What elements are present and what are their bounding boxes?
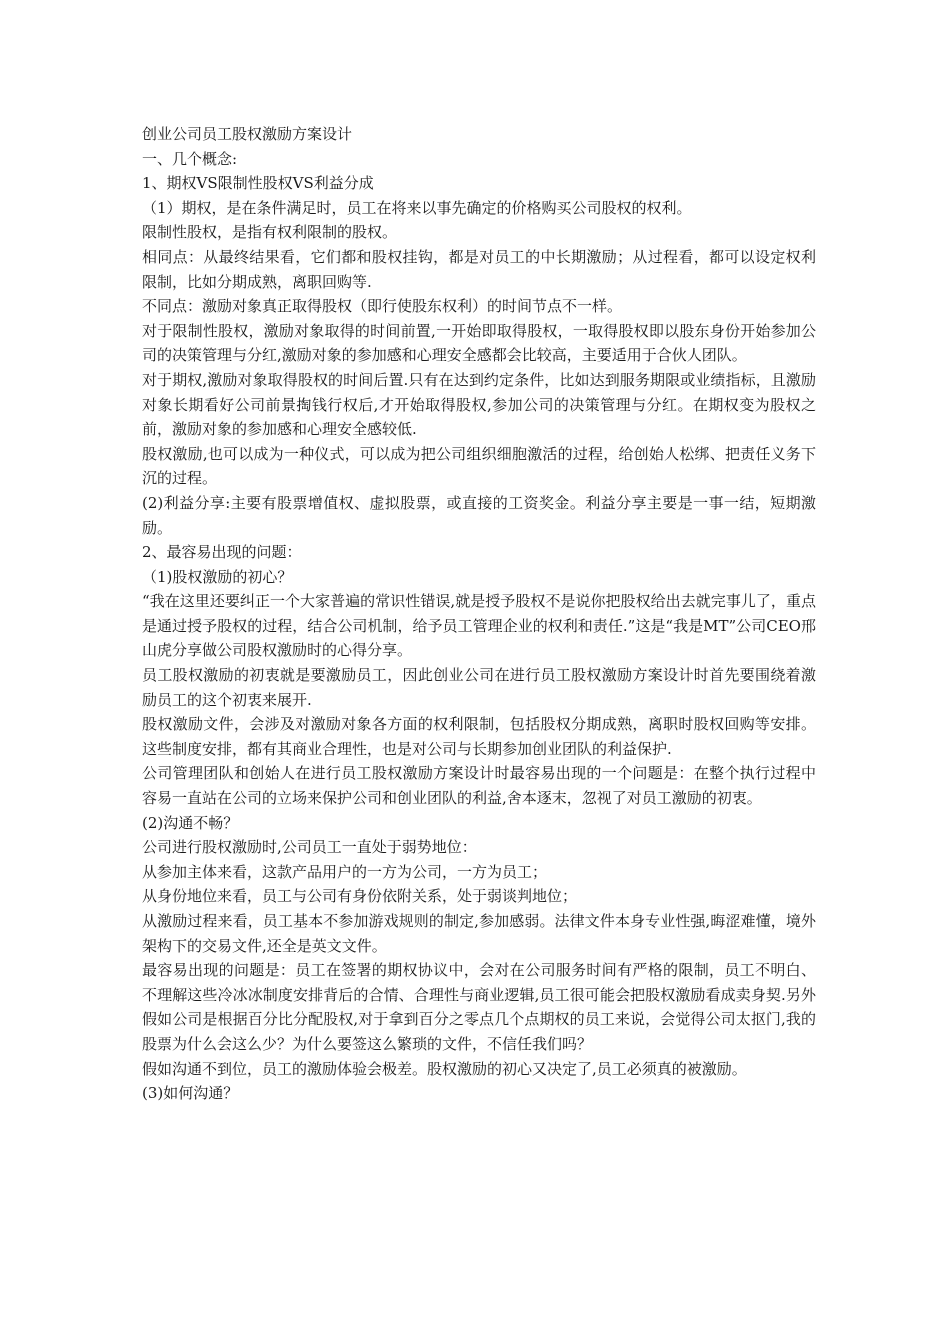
document-title: 创业公司员工股权激励方案设计 <box>142 125 353 143</box>
item-heading: (2)沟通不畅？ <box>142 813 239 832</box>
paragraph: 员工股权激励的初衷就是要激励员工，因此创业公司在进行员工股权激励方案设计时首先要围绕着激励员工的这个初衷来展开. <box>142 666 816 709</box>
quote-paragraph: “我在这里还要纠正一个大家普遍的常识性错误,就是授予股权不是说你把股权给出去就完事儿了，重点是通过授予股权的过程，结合公司机制，给予员工管理企业的权利和责任.”这是“我是MT”公司CEO邢山虎分享做公司股权激励时的心得分享。 <box>142 592 816 660</box>
paragraph: 不同点：激励对象真正取得股权（即行使股东权利）的时间节点不一样。 <box>142 297 623 316</box>
paragraph: 限制性股权，是指有权利限制的股权。 <box>142 223 398 242</box>
subsection-heading: 2、最容易出现的问题： <box>142 543 302 562</box>
paragraph: 从参加主体来看，这款产品用户的一方为公司，一方为员工； <box>142 862 548 881</box>
item-heading: （1)股权激励的初心？ <box>142 567 293 586</box>
paragraph: 最容易出现的问题是：员工在签署的期权协议中，会对在公司服务时间有严格的限制，员工不明白、不理解这些冷冰冰制度安排背后的合情、合理性与商业逻辑,员工很可能会把股权激励看成卖身契.另外假如公司是根据百分比分配股权,对于拿到百分之零点几个点期权的员工来说，会觉得公司太抠门,我的股票为什么会这么少？为什么要签这么繁琐的文件，不信任我们吗？ <box>142 961 816 1053</box>
paragraph: 对于期权,激励对象取得股权的时间后置.只有在达到约定条件，比如达到服务期限或业绩指标，且激励对象长期看好公司前景掏钱行权后,才开始取得股权,参加公司的决策管理与分红。在期权变为股权之前，激励对象的参加感和心理安全感较低. <box>142 370 816 439</box>
paragraph: 从身份地位来看，员工与公司有身份依附关系，处于弱谈判地位； <box>142 887 578 906</box>
document-body <box>142 122 816 1106</box>
paragraph: 从激励过程来看，员工基本不参加游戏规则的制定,参加感弱。法律文件本身专业性强,晦涩难懂，境外架构下的交易文件,还全是英文文件。 <box>142 912 816 955</box>
paragraph: 股权激励文件，会涉及对激励对象各方面的权利限制，包括股权分期成熟，离职时股权回购等安排。这些制度安排，都有其商业合理性，也是对公司与长期参加创业团队的利益保护. <box>142 715 816 758</box>
paragraph: 公司进行股权激励时,公司员工一直处于弱势地位： <box>142 838 477 857</box>
paragraph: 对于限制性股权，激励对象取得的时间前置,一开始即取得股权，一取得股权即以股东身份开始参加公司的决策管理与分红,激励对象的参加感和心理安全感都会比较高，主要适用于合伙人团队。 <box>142 321 816 365</box>
paragraph: (2)利益分享:主要有股票增值权、虚拟股票，或直接的工资奖金。利益分享主要是一事一结，短期激励。 <box>142 493 816 537</box>
section-heading: 一、几个概念: <box>142 149 238 168</box>
subsection-heading: 1、期权VS限制性股权VS利益分成 <box>142 174 374 193</box>
paragraph: 假如沟通不到位，员工的激励体验会极差。股权激励的初心又决定了,员工必须真的被激励。 <box>142 1059 747 1078</box>
paragraph: 股权激励,也可以成为一种仪式，可以成为把公司组织细胞激活的过程，给创始人松绑、把责任义务下沉的过程。 <box>142 444 816 488</box>
paragraph: （1）期权，是在条件满足时，员工在将来以事先确定的价格购买公司股权的权利。 <box>142 198 692 217</box>
paragraph: 公司管理团队和创始人在进行员工股权激励方案设计时最容易出现的一个问题是：在整个执行过程中容易一直站在公司的立场来保护公司和创业团队的利益,舍本逐末，忽视了对员工激励的初衷。 <box>142 764 816 808</box>
paragraph: 相同点：从最终结果看，它们都和股权挂钩，都是对员工的中长期激励；从过程看，都可以设定权利限制，比如分期成熟，离职回购等. <box>142 247 816 291</box>
item-heading: (3)如何沟通？ <box>142 1084 239 1103</box>
